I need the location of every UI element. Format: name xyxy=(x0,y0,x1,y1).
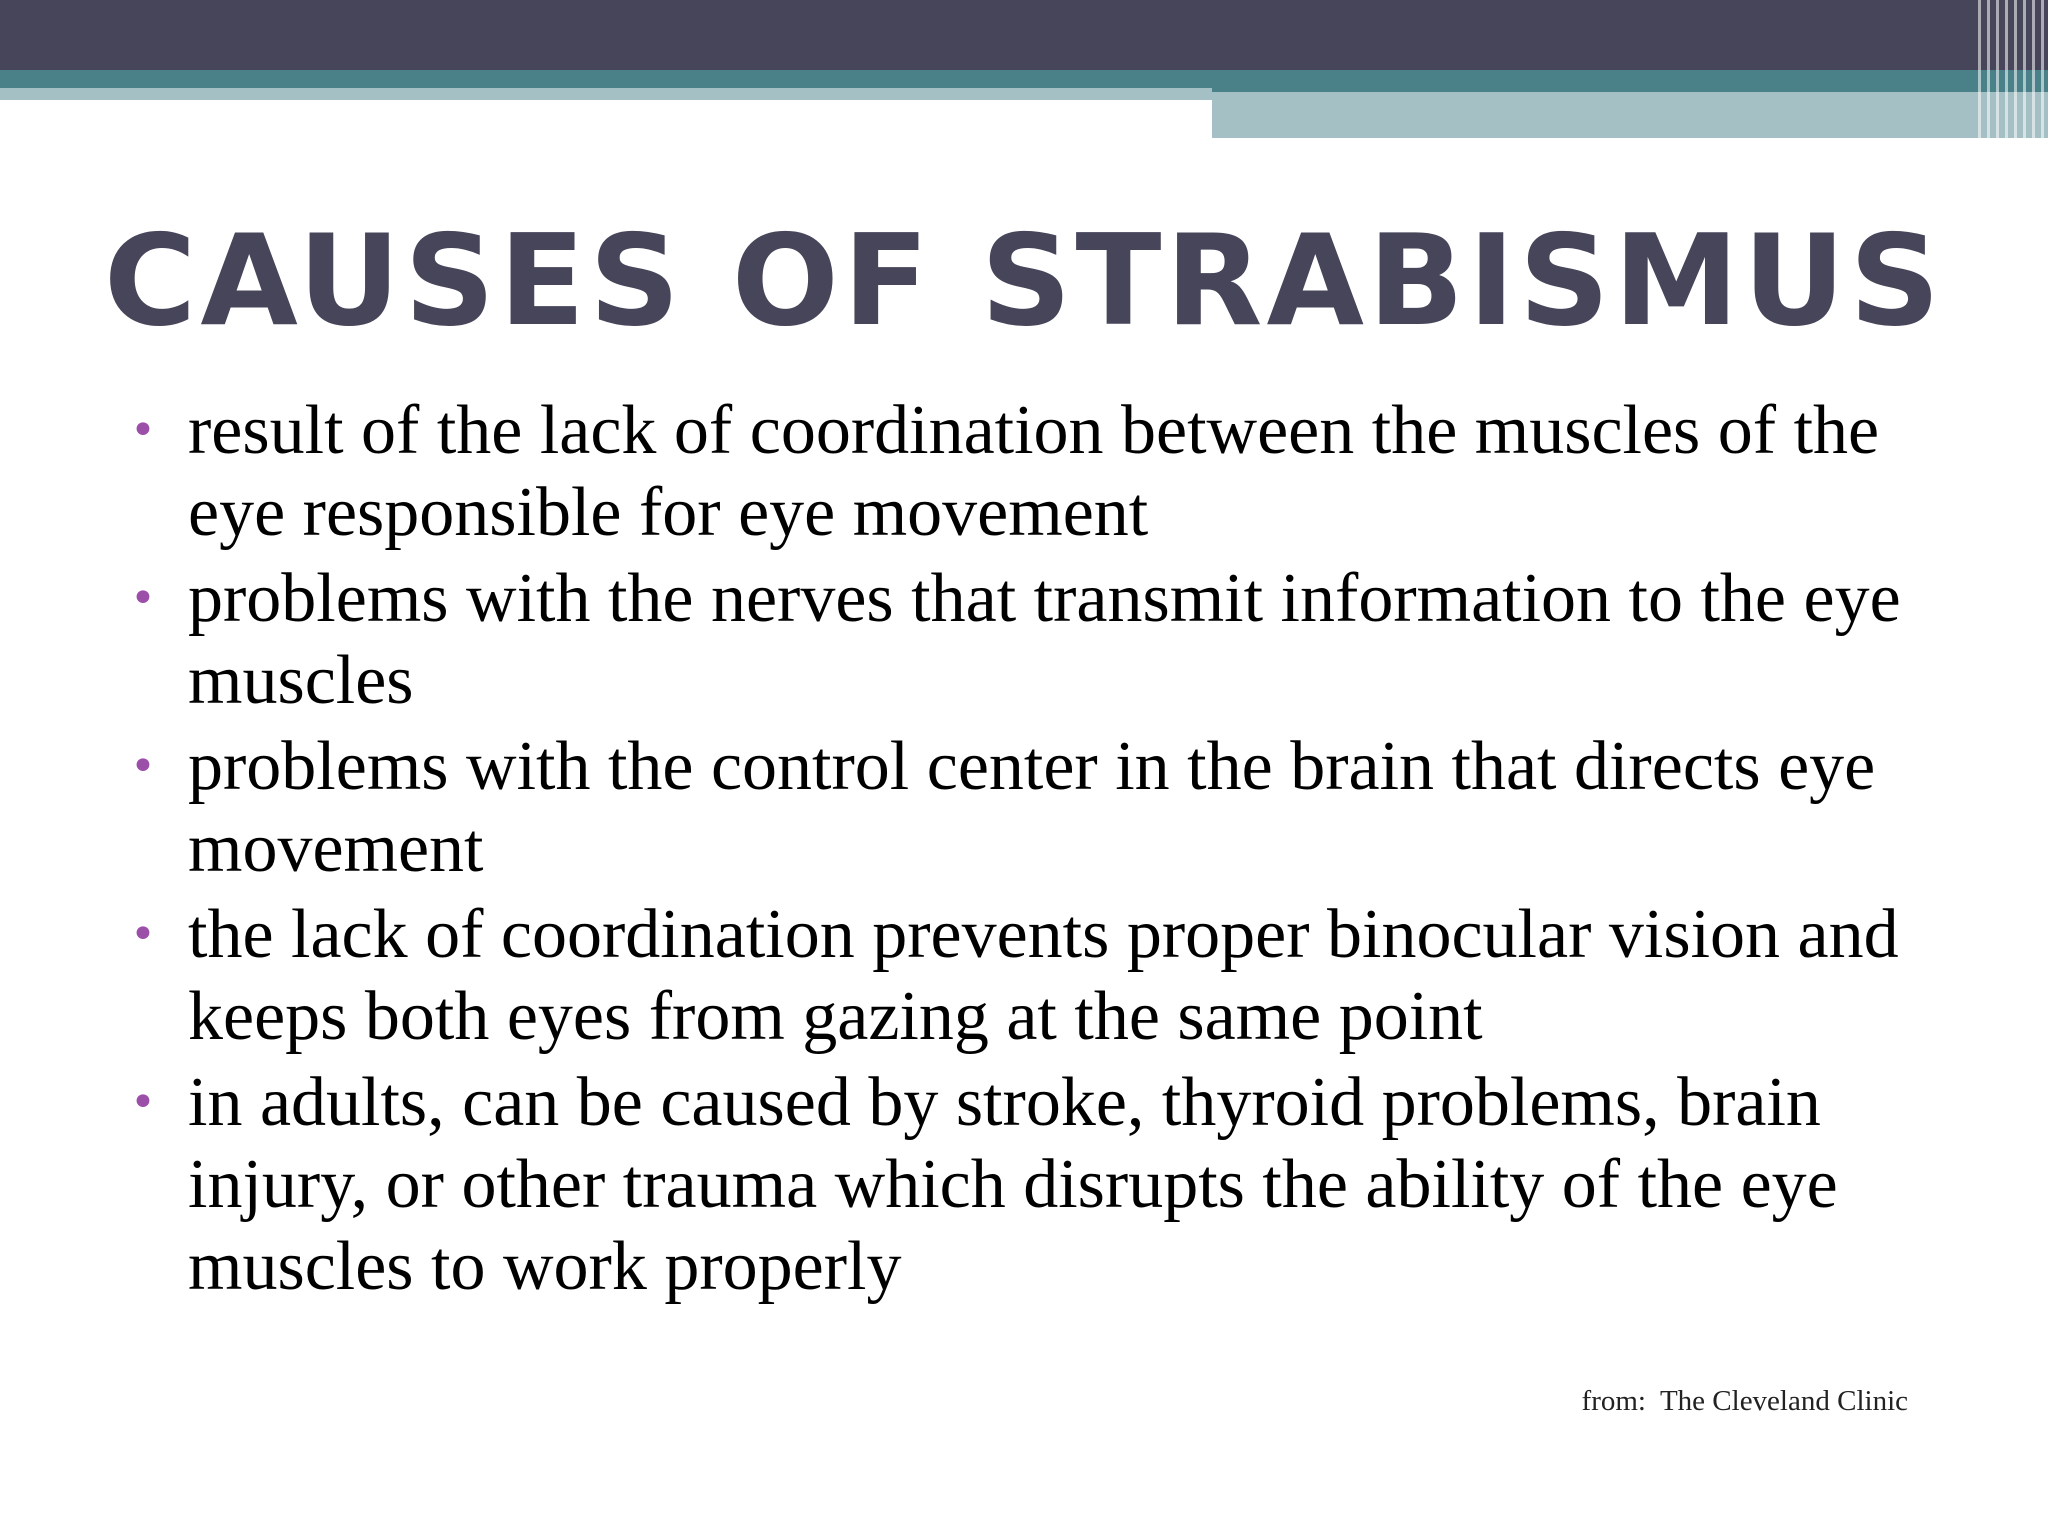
bullet-text: problems with the nerves that transmit information to the eye muscles xyxy=(188,560,1901,719)
bullet-dot-icon: • xyxy=(130,1077,156,1128)
bullet-list xyxy=(130,390,1930,1312)
header-band-light-right xyxy=(1212,92,2048,138)
header-band-light-left xyxy=(0,88,1212,100)
bullet-text: the lack of coordination prevents proper binocular vision and keeps both eyes from gazing at the same point xyxy=(188,896,1899,1055)
bullet-text: in adults, can be caused by stroke, thyroid problems, brain injury, or other trauma which disrupts the ability of the eye muscles to work properly xyxy=(188,1064,1838,1305)
bullet-item xyxy=(130,726,1930,890)
bullet-item xyxy=(130,558,1930,722)
header-band-dark xyxy=(0,0,2048,70)
bullet-item xyxy=(130,1062,1930,1308)
bullet-text: problems with the control center in the brain that directs eye movement xyxy=(188,728,1876,887)
bullet-dot-icon: • xyxy=(130,405,156,456)
source-citation: from: The Cleveland Clinic xyxy=(1581,1385,1908,1417)
slide-title: CAUSES OF STRABISMUS xyxy=(103,207,1945,354)
bullet-text: result of the lack of coordination between the muscles of the eye responsible for eye movement xyxy=(188,392,1880,551)
bullet-item xyxy=(130,894,1930,1058)
bullet-dot-icon: • xyxy=(130,909,156,960)
bullet-item xyxy=(130,390,1930,554)
bullet-dot-icon: • xyxy=(130,741,156,792)
header-stripes-decoration xyxy=(1978,0,2048,138)
bullet-dot-icon: • xyxy=(130,573,156,624)
